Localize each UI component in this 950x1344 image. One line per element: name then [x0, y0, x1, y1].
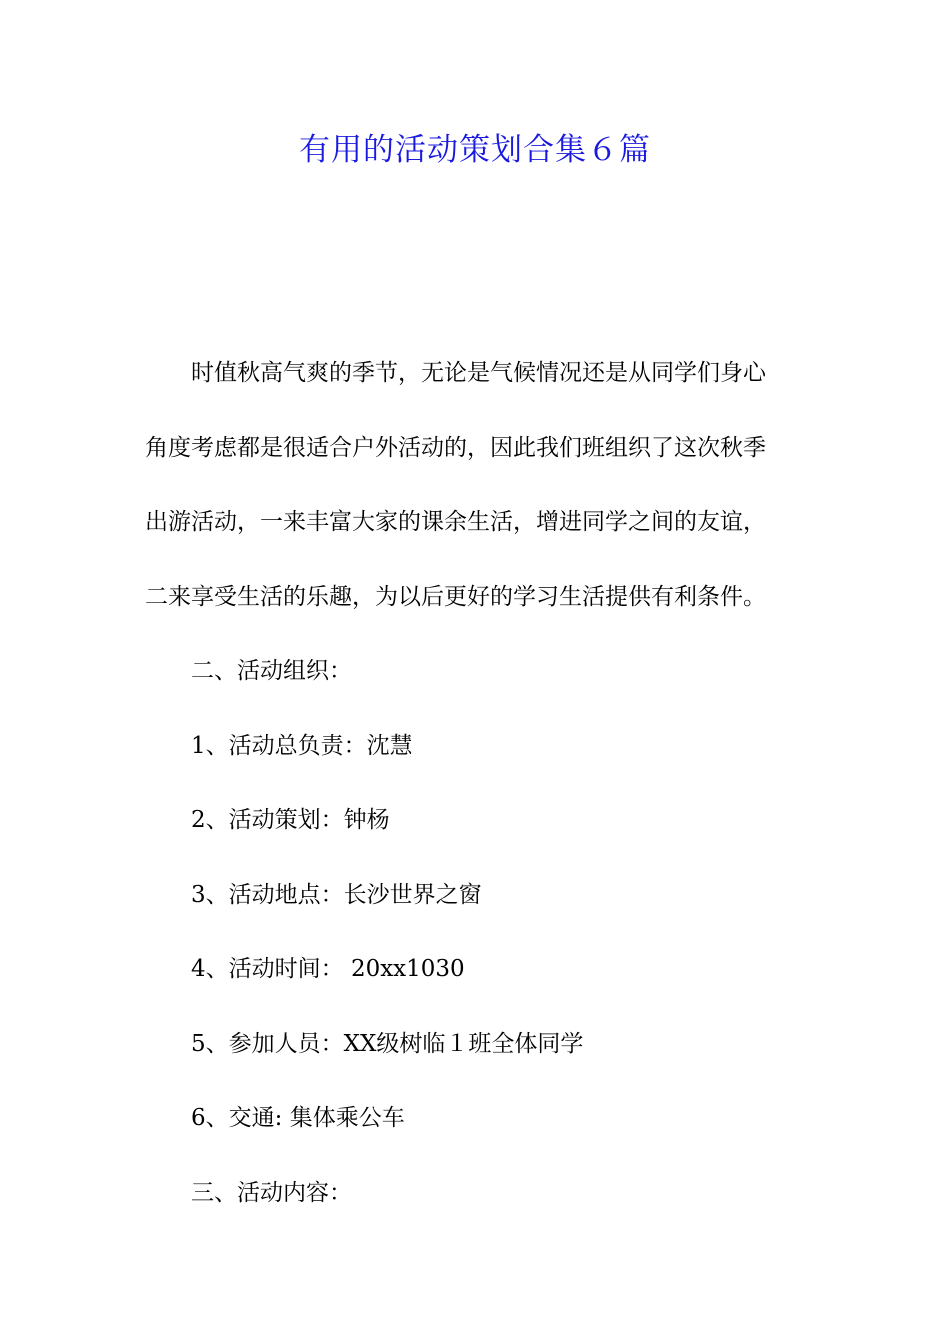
- document-title: 有用的活动策划合集６篇: [299, 132, 651, 168]
- list-item: 2、活动策划：钟杨: [191, 807, 390, 833]
- intro-paragraph: [145, 336, 810, 634]
- list-item: 4、活动时间： 20xx1030: [191, 956, 465, 982]
- list-item: 3、活动地点：长沙世界之窗: [191, 881, 482, 908]
- section-three-heading: 三、活动内容：: [191, 1179, 352, 1206]
- intro-line: 角度考虑都是很适合户外活动的，因此我们班组织了这次秋季: [145, 434, 766, 461]
- list-item: 6、交通: 集体乘公车: [191, 1105, 405, 1131]
- intro-line: 时值秋高气爽的季节，无论是气候情况还是从同学们身心: [191, 360, 766, 386]
- intro-line: 出游活动，一来丰富大家的课余生活，增进同学之间的友谊，: [145, 509, 766, 535]
- intro-line: 二来享受生活的乐趣，为以后更好的学习生活提供有利条件。: [145, 583, 766, 610]
- document-body: [145, 336, 810, 1230]
- list-item: 5、参加人员：XX级树临１班全体同学: [191, 1030, 584, 1057]
- list-item: 1、活动总负责：沈慧: [191, 732, 413, 759]
- section-two-heading: 二、活动组织：: [191, 658, 352, 684]
